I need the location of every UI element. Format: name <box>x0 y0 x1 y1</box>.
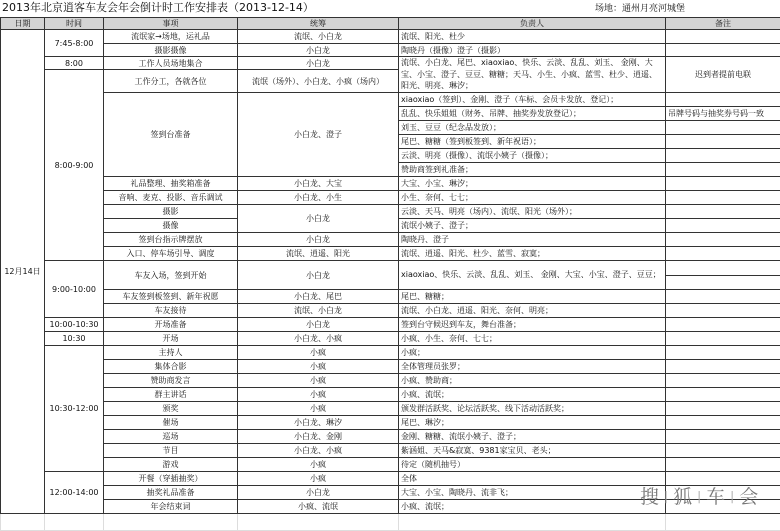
task-cell: 赞助商发言 <box>104 374 238 388</box>
owner-cell: 小疯、小生、奈何、七七； <box>399 332 666 346</box>
task-cell: 入口、停车场引导、调度 <box>104 247 238 261</box>
time-cell: 8:00 <box>45 57 104 70</box>
table-row <box>1 304 780 318</box>
task-cell: 工作分工，各就各位 <box>104 70 238 93</box>
coordinator-cell: 小疯 <box>238 388 399 402</box>
coordinator-cell: 小白龙 <box>238 57 399 70</box>
note-cell <box>666 346 780 360</box>
empty-cell <box>104 514 238 531</box>
note-cell <box>666 458 780 472</box>
coordinator-cell: 流氓、小白龙 <box>238 30 399 44</box>
owner-cell: 尾巴、糖糖； <box>399 290 666 304</box>
note-cell <box>666 233 780 247</box>
task-cell: 抽奖礼品准备 <box>104 486 238 500</box>
note-cell <box>666 276 780 290</box>
coordinator-cell: 小白龙 <box>238 318 399 332</box>
table-row <box>1 57 780 70</box>
time-cell: 9:00-10:00 <box>45 261 104 318</box>
time-cell: 10:00-10:30 <box>45 318 104 332</box>
task-cell: 车友签到板签到、新年祝愿 <box>104 290 238 304</box>
owner-cell: 全体管理员张罗； <box>399 360 666 374</box>
coordinator-cell: 小白龙 <box>238 233 399 247</box>
table-row <box>1 430 780 444</box>
owner-cell: 云淡、天马、明亮（场内）、流氓、阳光（场外）； <box>399 205 666 219</box>
header-task: 事项 <box>104 18 238 30</box>
table-row <box>1 360 780 374</box>
task-cell: 巡场 <box>104 430 238 444</box>
owner-cell: 流氓、小白龙、尾巴、xiaoxiao、快乐、云淡、乱乱、刘玉、 金刚、大宝、小宝、澄子、豆豆、糖糖；天马、小生、小疯、蓝雪、杜少、逍遥、阳光、明亮、琳汐； <box>399 57 666 93</box>
table-row <box>1 290 780 304</box>
coordinator-cell: 小白龙、小疯 <box>238 444 399 458</box>
owner-cell: 流氓、逍遥、阳光、杜少、蓝雪、寂寞； <box>399 247 666 261</box>
task-cell: 颁奖 <box>104 402 238 416</box>
owner-cell: 全体 <box>399 472 666 486</box>
task-cell: 流氓家→场地，运礼品 <box>104 30 238 44</box>
owner-cell: 尾巴、琳汐； <box>399 416 666 430</box>
note-cell <box>666 30 780 44</box>
table-row <box>1 30 780 44</box>
note-cell <box>666 121 780 135</box>
sheet-title: 2013年北京逍客车友会年会倒计时工作安排表（2013-12-14） <box>2 1 314 15</box>
coordinator-cell: 小疯 <box>238 374 399 388</box>
task-cell: 开场准备 <box>104 318 238 332</box>
note-cell <box>666 360 780 374</box>
note-cell <box>666 149 780 163</box>
owner-cell: 刘玉、豆豆（纪念品发放）； <box>399 121 666 135</box>
coordinator-cell: 小白龙、小疯 <box>238 332 399 346</box>
owner-cell: 颁发群活跃奖、论坛活跃奖、线下活动活跃奖； <box>399 402 666 416</box>
coordinator-cell: 小白龙 <box>238 44 399 57</box>
note-cell <box>666 332 780 346</box>
coordinator-cell: 流氓、逍遥、阳光 <box>238 247 399 261</box>
header-owner: 负责人 <box>399 18 666 30</box>
owner-cell: 大宝、小宝、陶晓丹、流非飞； <box>399 486 666 500</box>
table-row <box>1 402 780 416</box>
table-row <box>1 346 780 360</box>
coordinator-cell: 小白龙 <box>238 486 399 500</box>
task-cell: 摄像 <box>104 219 238 233</box>
owner-cell: 待定（随机抽号） <box>399 458 666 472</box>
table-row <box>1 233 780 247</box>
table-row <box>1 93 780 107</box>
header-coordinator: 统筹 <box>238 18 399 30</box>
owner-cell: 签到台守候迟到车友，舞台准备； <box>399 318 666 332</box>
watermark-char: 搜 <box>640 486 661 508</box>
owner-cell: 小疯、赞助商； <box>399 374 666 388</box>
task-cell: 集体合影 <box>104 360 238 374</box>
owner-cell: 尾巴、糖糖（签到板签到、新年祝语）； <box>399 135 666 149</box>
owner-cell: 流氓、阳光、杜少 <box>399 30 666 44</box>
header-note: 备注 <box>666 18 780 30</box>
coordinator-cell: 流氓、小白龙 <box>238 304 399 318</box>
header-time: 时间 <box>45 18 104 30</box>
note-cell <box>666 163 780 177</box>
owner-cell: 金刚、糖糖、流氓小姨子、澄子； <box>399 430 666 444</box>
task-cell: 车友接待 <box>104 304 238 318</box>
note-cell <box>666 177 780 191</box>
watermark-char: 车 <box>706 486 727 508</box>
task-cell: 摄影摄像 <box>104 44 238 57</box>
owner-cell: 云淡、明亮（摄像）、流氓小姨子（摄像）； <box>399 149 666 163</box>
empty-cell <box>238 514 399 531</box>
owner-cell: xiaoxiao（签到）、金刚、澄子（车标、会员卡发放、登记）； <box>399 93 666 107</box>
task-cell: 群主讲话 <box>104 388 238 402</box>
note-cell <box>666 44 780 57</box>
coordinator-cell: 小白龙、尾巴 <box>238 290 399 304</box>
coordinator-cell: 小白龙 <box>238 261 399 290</box>
coordinator-cell: 流氓（场外）、小白龙、小疯（场内） <box>238 70 399 93</box>
coordinator-cell: 小白龙、小生 <box>238 191 399 205</box>
coordinator-cell: 小白龙、澄子 <box>238 93 399 177</box>
note-cell <box>666 290 780 304</box>
owner-cell: 小生、奈何、七七； <box>399 191 666 205</box>
task-cell: 主持人 <box>104 346 238 360</box>
table-row <box>1 205 780 219</box>
note-cell: 吊牌号码与抽奖券号码一致 <box>666 107 780 121</box>
note-cell <box>666 93 780 107</box>
note-cell <box>666 219 780 233</box>
venue-label: 场地：通州月亮河城堡 <box>595 3 685 15</box>
coordinator-cell: 小疯 <box>238 346 399 360</box>
owner-cell: 赞助商签到礼准备； <box>399 163 666 177</box>
task-cell: 工作人员场地集合 <box>104 57 238 70</box>
task-cell: 年会结束词 <box>104 500 238 514</box>
empty-cell <box>399 514 666 531</box>
coordinator-cell: 小疯 <box>238 458 399 472</box>
empty-cell <box>666 514 780 531</box>
time-cell: 10:30-12:00 <box>45 346 104 472</box>
watermark-char: 狐 <box>673 486 694 508</box>
task-cell: 游戏 <box>104 458 238 472</box>
table-row <box>1 444 780 458</box>
note-cell <box>666 318 780 332</box>
task-cell: 车友入场，签到开始 <box>104 261 238 290</box>
task-cell: 礼品整理、抽奖箱准备 <box>104 177 238 191</box>
note-cell <box>666 247 780 261</box>
note-cell <box>666 402 780 416</box>
note-cell <box>666 388 780 402</box>
task-cell: 签到台准备 <box>104 93 238 177</box>
table-row <box>1 458 780 472</box>
owner-cell: 小疯、流氓； <box>399 388 666 402</box>
task-cell: 节目 <box>104 444 238 458</box>
task-cell: 催场 <box>104 416 238 430</box>
table-row <box>1 44 780 57</box>
table-row <box>1 177 780 191</box>
task-cell: 音响、麦克、投影、音乐调试 <box>104 191 238 205</box>
coordinator-cell: 小疯 <box>238 360 399 374</box>
owner-cell: 大宝、小宝、琳汐； <box>399 177 666 191</box>
table-row <box>1 191 780 205</box>
time-cell: 7:45-8:00 <box>45 30 104 57</box>
empty-cell <box>45 514 104 531</box>
coordinator-cell: 小白龙、琳汐 <box>238 416 399 430</box>
time-cell: 8:00-9:00 <box>45 70 104 261</box>
empty-cell <box>1 514 45 531</box>
note-cell: 迟到者提前电联 <box>666 57 780 93</box>
coordinator-cell: 小白龙、大宝 <box>238 177 399 191</box>
owner-cell: 流氓、小白龙、逍遥、阳光、奈何、明亮； <box>399 304 666 318</box>
note-cell <box>666 304 780 318</box>
time-cell: 10:30 <box>45 332 104 346</box>
task-cell: 摄影 <box>104 205 238 219</box>
sohu-watermark: 搜 | 狐 | 车 | 会 <box>640 482 760 509</box>
header-row <box>1 18 780 30</box>
empty-row <box>1 514 780 531</box>
owner-cell: 陶晓丹（摄像）澄子（摄影） <box>399 44 666 57</box>
note-cell <box>666 191 780 205</box>
table-row <box>1 318 780 332</box>
note-cell <box>666 135 780 149</box>
task-cell: 开餐（穿插抽奖） <box>104 472 238 486</box>
header-date: 日期 <box>1 18 45 30</box>
owner-cell: 小疯、流氓； <box>399 500 666 514</box>
table-row <box>1 374 780 388</box>
task-cell: 开场 <box>104 332 238 346</box>
time-cell: 12:00-14:00 <box>45 472 104 514</box>
note-cell <box>666 261 780 276</box>
table-row <box>1 416 780 430</box>
owner-cell: 流氓小姨子、澄子； <box>399 219 666 233</box>
owner-cell: 陶晓丹、澄子 <box>399 233 666 247</box>
table-row <box>1 388 780 402</box>
table-row <box>1 332 780 346</box>
date-cell: 12月14日 <box>1 30 45 514</box>
note-cell <box>666 205 780 219</box>
coordinator-cell: 小白龙 <box>238 205 399 233</box>
coordinator-cell: 小疯、流氓 <box>238 500 399 514</box>
note-cell <box>666 374 780 388</box>
owner-cell: 紫涵姐、天马&寂寞、9381家宝贝、老头； <box>399 444 666 458</box>
owner-cell: 小疯； <box>399 346 666 360</box>
coordinator-cell: 小疯 <box>238 472 399 486</box>
watermark-char: 会 <box>739 486 760 508</box>
coordinator-cell: 小疯 <box>238 402 399 416</box>
table-row <box>1 247 780 261</box>
note-cell <box>666 416 780 430</box>
owner-cell: 乱乱、快乐姐姐（财务、吊牌、抽奖券发放登记）； <box>399 107 666 121</box>
coordinator-cell: 小白龙、金刚 <box>238 430 399 444</box>
task-cell: 签到台指示牌摆放 <box>104 233 238 247</box>
schedule-table <box>0 17 780 531</box>
note-cell <box>666 444 780 458</box>
owner-cell: xiaoxiao、快乐、云淡、乱乱、刘玉、 金刚、大宝、小宝、澄子、豆豆； <box>399 261 666 290</box>
table-row <box>1 261 780 276</box>
note-cell <box>666 430 780 444</box>
